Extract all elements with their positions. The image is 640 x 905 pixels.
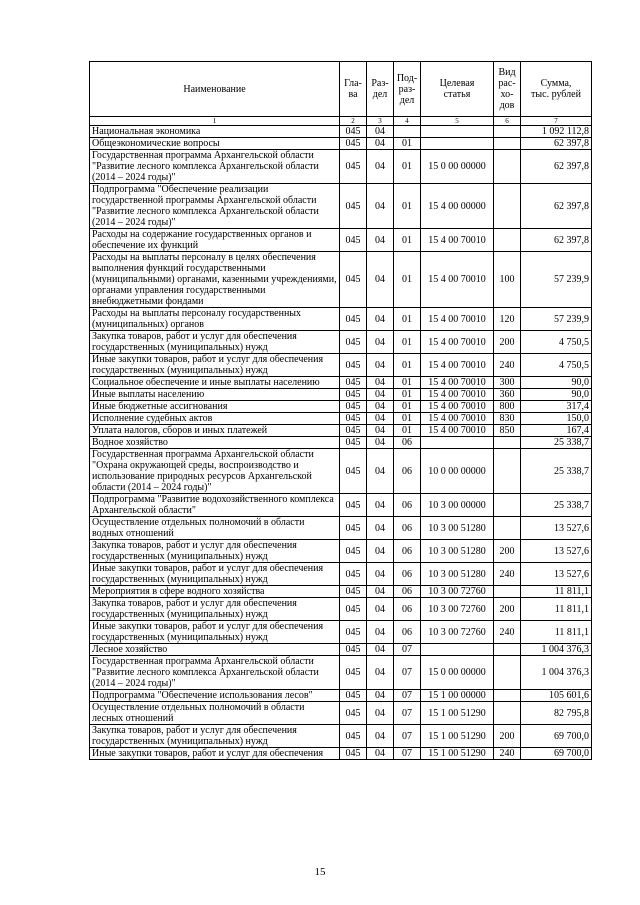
table-row <box>90 702 592 725</box>
row-glava-cell: 045 <box>340 401 367 413</box>
row-summa-cell: 11 811,1 <box>521 586 592 598</box>
row-name-cell: Государственная программа Архангельской области "Развитие лесного комплекса Архангельской области (2014 – 2024 годы)" <box>90 656 340 690</box>
row-glava-cell: 045 <box>340 229 367 252</box>
row-vid-cell <box>494 184 521 229</box>
table-row <box>90 150 592 184</box>
budget-table <box>89 61 592 760</box>
row-vid-cell: 120 <box>494 308 521 331</box>
row-summa-cell: 62 397,8 <box>521 138 592 150</box>
row-glava-cell: 045 <box>340 377 367 389</box>
row-vid-cell <box>494 229 521 252</box>
table-body <box>90 126 592 760</box>
header-podrazdel: Под- раз- дел <box>394 62 421 117</box>
row-glava-cell: 045 <box>340 517 367 540</box>
row-celevaya-cell: 15 4 00 00000 <box>421 184 494 229</box>
row-podrazdel-cell: 06 <box>394 449 421 494</box>
row-podrazdel-cell: 06 <box>394 598 421 621</box>
row-celevaya-cell: 15 1 00 51290 <box>421 748 494 760</box>
row-summa-cell: 82 795,8 <box>521 702 592 725</box>
row-podrazdel-cell: 01 <box>394 413 421 425</box>
row-name-cell: Осуществление отдельных полномочий в области водных отношений <box>90 517 340 540</box>
row-celevaya-cell: 10 3 00 72760 <box>421 586 494 598</box>
row-summa-cell: 57 239,9 <box>521 308 592 331</box>
header-glava: Гла- ва <box>340 62 367 117</box>
column-number: 6 <box>494 117 521 126</box>
row-razdel-cell: 04 <box>367 748 394 760</box>
row-glava-cell: 045 <box>340 425 367 437</box>
column-number: 5 <box>421 117 494 126</box>
header-razdel: Раз- дел <box>367 62 394 117</box>
row-celevaya-cell: 15 1 00 51290 <box>421 725 494 748</box>
row-summa-cell: 11 811,1 <box>521 598 592 621</box>
row-summa-cell: 90,0 <box>521 389 592 401</box>
row-razdel-cell: 04 <box>367 413 394 425</box>
header-celevaya-statya: Целевая статья <box>421 62 494 117</box>
row-razdel-cell: 04 <box>367 150 394 184</box>
row-podrazdel-cell: 01 <box>394 252 421 308</box>
row-vid-cell: 240 <box>494 621 521 644</box>
row-summa-cell: 4 750,5 <box>521 331 592 354</box>
column-number: 4 <box>394 117 421 126</box>
row-podrazdel-cell: 06 <box>394 540 421 563</box>
row-podrazdel-cell: 07 <box>394 748 421 760</box>
row-name-cell: Иные выплаты населению <box>90 389 340 401</box>
row-podrazdel-cell: 06 <box>394 563 421 586</box>
table-row <box>90 586 592 598</box>
row-glava-cell: 045 <box>340 138 367 150</box>
row-name-cell: Исполнение судебных актов <box>90 413 340 425</box>
row-name-cell: Социальное обеспечение и иные выплаты населению <box>90 377 340 389</box>
row-summa-cell: 105 601,6 <box>521 690 592 702</box>
row-podrazdel-cell: 01 <box>394 229 421 252</box>
row-razdel-cell: 04 <box>367 540 394 563</box>
row-vid-cell <box>494 690 521 702</box>
table-row <box>90 138 592 150</box>
row-podrazdel-cell: 06 <box>394 586 421 598</box>
row-summa-cell: 1 004 376,3 <box>521 644 592 656</box>
row-razdel-cell: 04 <box>367 586 394 598</box>
row-vid-cell: 800 <box>494 401 521 413</box>
row-summa-cell: 25 338,7 <box>521 449 592 494</box>
table-row <box>90 377 592 389</box>
row-glava-cell: 045 <box>340 413 367 425</box>
column-number: 7 <box>521 117 592 126</box>
row-celevaya-cell: 10 3 00 51280 <box>421 563 494 586</box>
row-name-cell: Лесное хозяйство <box>90 644 340 656</box>
row-podrazdel-cell: 06 <box>394 621 421 644</box>
row-name-cell: Водное хозяйство <box>90 437 340 449</box>
row-celevaya-cell: 15 4 00 70010 <box>421 377 494 389</box>
row-razdel-cell: 04 <box>367 401 394 413</box>
row-summa-cell: 62 397,8 <box>521 229 592 252</box>
row-razdel-cell: 04 <box>367 517 394 540</box>
row-name-cell: Подпрограмма "Развитие водохозяйственного комплекса Архангельской области" <box>90 494 340 517</box>
row-podrazdel-cell: 07 <box>394 725 421 748</box>
table-row <box>90 425 592 437</box>
row-vid-cell <box>494 126 521 138</box>
row-summa-cell: 25 338,7 <box>521 494 592 517</box>
row-razdel-cell: 04 <box>367 644 394 656</box>
row-vid-cell: 200 <box>494 540 521 563</box>
row-summa-cell: 167,4 <box>521 425 592 437</box>
row-razdel-cell: 04 <box>367 229 394 252</box>
row-summa-cell: 13 527,6 <box>521 517 592 540</box>
row-vid-cell <box>494 449 521 494</box>
row-celevaya-cell: 15 1 00 51290 <box>421 702 494 725</box>
row-name-cell: Национальная экономика <box>90 126 340 138</box>
row-vid-cell: 200 <box>494 725 521 748</box>
table-row <box>90 229 592 252</box>
row-celevaya-cell: 15 4 00 70010 <box>421 308 494 331</box>
row-celevaya-cell: 15 0 00 00000 <box>421 656 494 690</box>
row-celevaya-cell: 15 4 00 70010 <box>421 331 494 354</box>
row-razdel-cell: 04 <box>367 126 394 138</box>
row-podrazdel-cell: 07 <box>394 702 421 725</box>
row-razdel-cell: 04 <box>367 437 394 449</box>
row-name-cell: Расходы на содержание государственных органов и обеспечение их функций <box>90 229 340 252</box>
row-vid-cell <box>494 150 521 184</box>
row-vid-cell <box>494 656 521 690</box>
table-row <box>90 621 592 644</box>
row-name-cell: Подпрограмма "Обеспечение использования лесов" <box>90 690 340 702</box>
row-summa-cell: 69 700,0 <box>521 725 592 748</box>
row-vid-cell <box>494 494 521 517</box>
row-glava-cell: 045 <box>340 725 367 748</box>
header-row <box>90 62 592 117</box>
row-glava-cell: 045 <box>340 449 367 494</box>
row-vid-cell: 100 <box>494 252 521 308</box>
row-podrazdel-cell: 07 <box>394 644 421 656</box>
table-row <box>90 401 592 413</box>
table-row <box>90 354 592 377</box>
row-razdel-cell: 04 <box>367 331 394 354</box>
row-podrazdel-cell: 01 <box>394 389 421 401</box>
row-celevaya-cell: 10 0 00 00000 <box>421 449 494 494</box>
row-glava-cell: 045 <box>340 389 367 401</box>
row-name-cell: Подпрограмма "Обеспечение реализации государственной программы Архангельской области "Развитие лесного комплекса Архангельской области (2014 – 2024 годы)" <box>90 184 340 229</box>
table-row <box>90 748 592 760</box>
row-name-cell: Расходы на выплаты персоналу в целях обеспечения выполнения функций государственными (муниципальными) органами, казенными учреждениями, органами управления государственными внебюджетными фондами <box>90 252 340 308</box>
row-vid-cell: 200 <box>494 331 521 354</box>
row-glava-cell: 045 <box>340 494 367 517</box>
row-glava-cell: 045 <box>340 126 367 138</box>
row-name-cell: Общеэкономические вопросы <box>90 138 340 150</box>
row-razdel-cell: 04 <box>367 377 394 389</box>
row-summa-cell: 69 700,0 <box>521 748 592 760</box>
row-razdel-cell: 04 <box>367 389 394 401</box>
row-podrazdel-cell: 06 <box>394 437 421 449</box>
column-number-row <box>90 117 592 126</box>
column-number: 2 <box>340 117 367 126</box>
row-summa-cell: 317,4 <box>521 401 592 413</box>
row-razdel-cell: 04 <box>367 354 394 377</box>
row-summa-cell: 57 239,9 <box>521 252 592 308</box>
row-vid-cell: 850 <box>494 425 521 437</box>
row-glava-cell: 045 <box>340 702 367 725</box>
table-row <box>90 437 592 449</box>
row-razdel-cell: 04 <box>367 656 394 690</box>
row-summa-cell: 150,0 <box>521 413 592 425</box>
row-glava-cell: 045 <box>340 690 367 702</box>
row-celevaya-cell: 15 4 00 70010 <box>421 229 494 252</box>
row-glava-cell: 045 <box>340 437 367 449</box>
row-vid-cell <box>494 437 521 449</box>
row-razdel-cell: 04 <box>367 563 394 586</box>
row-celevaya-cell: 15 4 00 70010 <box>421 354 494 377</box>
row-name-cell: Иные закупки товаров, работ и услуг для обеспечения государственных (муниципальных) нужд <box>90 354 340 377</box>
table-row <box>90 494 592 517</box>
row-glava-cell: 045 <box>340 748 367 760</box>
row-glava-cell: 045 <box>340 354 367 377</box>
row-name-cell: Уплата налогов, сборов и иных платежей <box>90 425 340 437</box>
row-celevaya-cell: 15 4 00 70010 <box>421 401 494 413</box>
row-razdel-cell: 04 <box>367 184 394 229</box>
row-podrazdel-cell: 06 <box>394 517 421 540</box>
table-row <box>90 644 592 656</box>
table-row <box>90 308 592 331</box>
row-celevaya-cell: 10 3 00 72760 <box>421 598 494 621</box>
row-name-cell: Закупка товаров, работ и услуг для обеспечения государственных (муниципальных) нужд <box>90 725 340 748</box>
row-razdel-cell: 04 <box>367 449 394 494</box>
row-name-cell: Государственная программа Архангельской области "Развитие лесного комплекса Архангельской области (2014 – 2024 годы)" <box>90 150 340 184</box>
table-row <box>90 563 592 586</box>
row-glava-cell: 045 <box>340 644 367 656</box>
row-vid-cell <box>494 644 521 656</box>
row-celevaya-cell: 15 4 00 70010 <box>421 252 494 308</box>
row-razdel-cell: 04 <box>367 621 394 644</box>
row-celevaya-cell: 15 0 00 00000 <box>421 150 494 184</box>
row-celevaya-cell <box>421 138 494 150</box>
table-row <box>90 656 592 690</box>
header-vid-rashodov: Вид рас- хо- дов <box>494 62 521 117</box>
row-name-cell: Закупка товаров, работ и услуг для обеспечения государственных (муниципальных) нужд <box>90 331 340 354</box>
row-summa-cell: 90,0 <box>521 377 592 389</box>
row-razdel-cell: 04 <box>367 252 394 308</box>
row-name-cell: Мероприятия в сфере водного хозяйства <box>90 586 340 598</box>
row-podrazdel-cell: 01 <box>394 150 421 184</box>
row-name-cell: Осуществление отдельных полномочий в области лесных отношений <box>90 702 340 725</box>
row-glava-cell: 045 <box>340 656 367 690</box>
row-celevaya-cell <box>421 437 494 449</box>
row-glava-cell: 045 <box>340 621 367 644</box>
row-glava-cell: 045 <box>340 563 367 586</box>
row-vid-cell: 240 <box>494 748 521 760</box>
row-name-cell: Закупка товаров, работ и услуг для обеспечения государственных (муниципальных) нужд <box>90 598 340 621</box>
table-row <box>90 184 592 229</box>
row-celevaya-cell: 15 4 00 70010 <box>421 389 494 401</box>
table-row <box>90 517 592 540</box>
row-summa-cell: 13 527,6 <box>521 563 592 586</box>
row-razdel-cell: 04 <box>367 494 394 517</box>
row-summa-cell: 11 811,1 <box>521 621 592 644</box>
row-vid-cell <box>494 702 521 725</box>
row-razdel-cell: 04 <box>367 725 394 748</box>
row-celevaya-cell: 15 1 00 00000 <box>421 690 494 702</box>
page-number: 15 <box>314 866 326 878</box>
row-summa-cell: 1 092 112,8 <box>521 126 592 138</box>
table-row <box>90 540 592 563</box>
row-summa-cell: 13 527,6 <box>521 540 592 563</box>
row-podrazdel-cell: 01 <box>394 377 421 389</box>
header-name: Наименование <box>90 62 340 117</box>
row-glava-cell: 045 <box>340 184 367 229</box>
row-summa-cell: 4 750,5 <box>521 354 592 377</box>
row-razdel-cell: 04 <box>367 702 394 725</box>
row-name-cell: Закупка товаров, работ и услуг для обеспечения государственных (муниципальных) нужд <box>90 540 340 563</box>
row-name-cell: Иные закупки товаров, работ и услуг для обеспечения государственных (муниципальных) нужд <box>90 621 340 644</box>
row-vid-cell: 830 <box>494 413 521 425</box>
row-name-cell: Иные закупки товаров, работ и услуг для обеспечения <box>90 748 340 760</box>
column-number: 1 <box>90 117 340 126</box>
row-name-cell: Государственная программа Архангельской области "Охрана окружающей среды, воспроизводство и использование природных ресурсов Архангельской области (2014 – 2024 годы)" <box>90 449 340 494</box>
row-celevaya-cell: 10 3 00 00000 <box>421 494 494 517</box>
row-podrazdel-cell: 01 <box>394 331 421 354</box>
row-vid-cell: 240 <box>494 563 521 586</box>
row-vid-cell <box>494 586 521 598</box>
row-name-cell: Иные бюджетные ассигнования <box>90 401 340 413</box>
row-name-cell: Расходы на выплаты персоналу государственных (муниципальных) органов <box>90 308 340 331</box>
row-razdel-cell: 04 <box>367 308 394 331</box>
row-vid-cell: 200 <box>494 598 521 621</box>
row-vid-cell: 300 <box>494 377 521 389</box>
table-row <box>90 449 592 494</box>
row-glava-cell: 045 <box>340 598 367 621</box>
row-name-cell: Иные закупки товаров, работ и услуг для обеспечения государственных (муниципальных) нужд <box>90 563 340 586</box>
table-row <box>90 598 592 621</box>
row-podrazdel-cell: 07 <box>394 656 421 690</box>
row-celevaya-cell: 10 3 00 51280 <box>421 517 494 540</box>
row-celevaya-cell: 10 3 00 72760 <box>421 621 494 644</box>
row-glava-cell: 045 <box>340 308 367 331</box>
row-glava-cell: 045 <box>340 331 367 354</box>
row-vid-cell <box>494 517 521 540</box>
row-summa-cell: 62 397,8 <box>521 150 592 184</box>
row-vid-cell <box>494 138 521 150</box>
row-podrazdel-cell: 01 <box>394 401 421 413</box>
table-row <box>90 252 592 308</box>
row-glava-cell: 045 <box>340 252 367 308</box>
column-number: 3 <box>367 117 394 126</box>
row-vid-cell: 240 <box>494 354 521 377</box>
row-glava-cell: 045 <box>340 540 367 563</box>
table-row <box>90 725 592 748</box>
row-celevaya-cell: 15 4 00 70010 <box>421 413 494 425</box>
table-row <box>90 413 592 425</box>
row-razdel-cell: 04 <box>367 690 394 702</box>
row-celevaya-cell: 10 3 00 51280 <box>421 540 494 563</box>
row-podrazdel-cell: 01 <box>394 138 421 150</box>
row-celevaya-cell <box>421 644 494 656</box>
row-glava-cell: 045 <box>340 586 367 598</box>
table-row <box>90 331 592 354</box>
row-summa-cell: 25 338,7 <box>521 437 592 449</box>
row-podrazdel-cell: 01 <box>394 354 421 377</box>
row-celevaya-cell <box>421 126 494 138</box>
row-summa-cell: 1 004 376,3 <box>521 656 592 690</box>
table-row <box>90 389 592 401</box>
table-row <box>90 126 592 138</box>
row-podrazdel-cell: 01 <box>394 308 421 331</box>
row-summa-cell: 62 397,8 <box>521 184 592 229</box>
row-razdel-cell: 04 <box>367 425 394 437</box>
row-celevaya-cell: 15 4 00 70010 <box>421 425 494 437</box>
row-podrazdel-cell: 06 <box>394 494 421 517</box>
row-podrazdel-cell: 01 <box>394 425 421 437</box>
row-razdel-cell: 04 <box>367 598 394 621</box>
row-podrazdel-cell: 01 <box>394 184 421 229</box>
row-razdel-cell: 04 <box>367 138 394 150</box>
row-podrazdel-cell: 07 <box>394 690 421 702</box>
header-summa: Сумма, тыс. рублей <box>521 62 592 117</box>
row-glava-cell: 045 <box>340 150 367 184</box>
table-row <box>90 690 592 702</box>
row-podrazdel-cell <box>394 126 421 138</box>
row-vid-cell: 360 <box>494 389 521 401</box>
